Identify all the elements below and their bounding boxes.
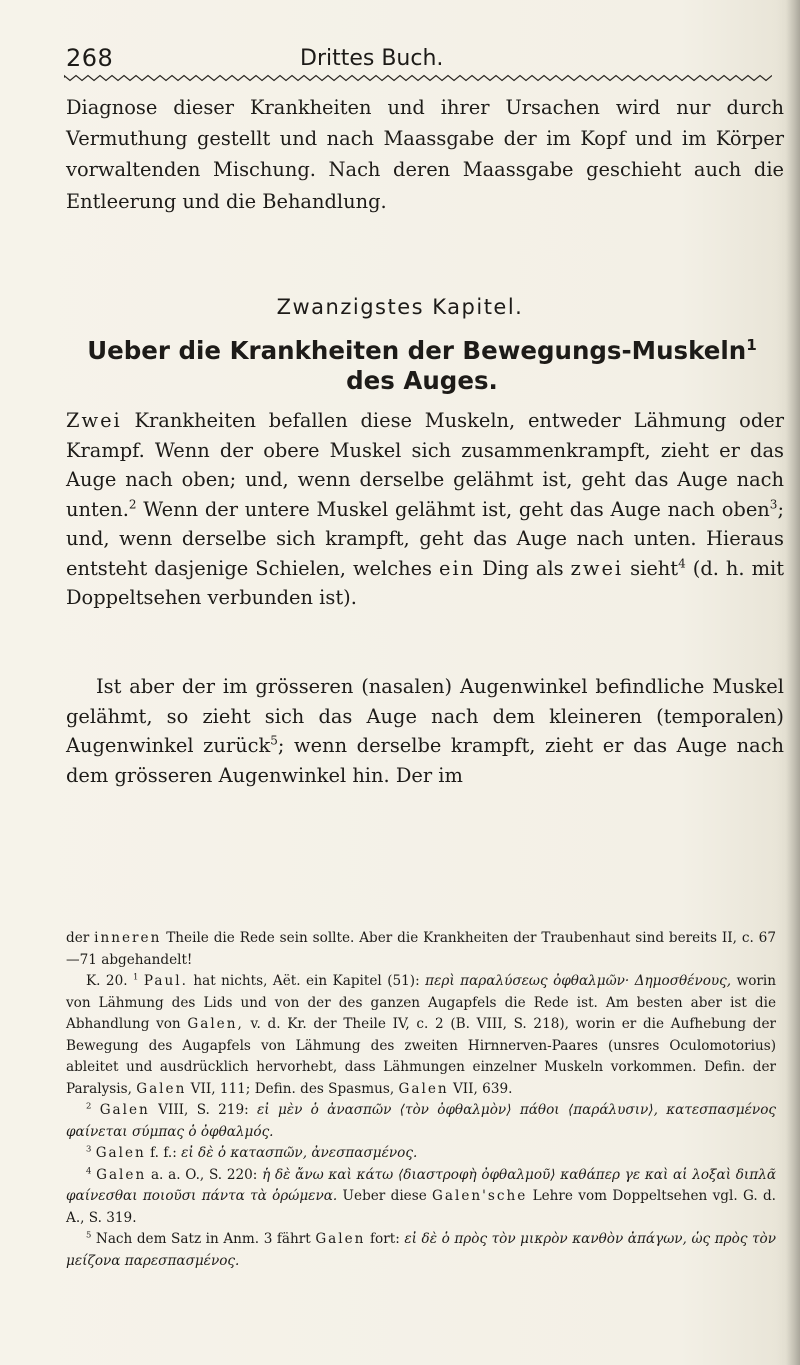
page-number: 268 <box>66 44 114 72</box>
greek-quote: ἡ δὲ ἄνω καὶ κάτω ⟨διαστροφὴ ὀφθαλμοῦ⟩ καθάπερ γε καὶ αἱ λοξαὶ διπλᾶ φαίνεσθαι ποιοῦσι πάντα τὰ ὁρώμενα. <box>66 1166 776 1204</box>
text-run: Ding als <box>475 556 571 580</box>
footnote-ref-4: 4 <box>678 556 686 571</box>
text-run: hat nichts, Aët. ein Kapitel (51): <box>187 973 426 989</box>
footnote-number: 2 <box>86 1100 92 1111</box>
intro-paragraph: Diagnose dieser Krankheiten und ihrer Ursachen wird nur durch Vermuthung gestellt und nach Maassgabe der im Kopf und im Körper vorwaltenden Mischung. Nach deren Maassgabe geschieht auch die Entleerung und die Behandlung. <box>66 96 784 213</box>
author-name: Galen <box>398 1080 449 1097</box>
author-name: Galen <box>136 1080 187 1097</box>
footnote-ref-1: 1 <box>746 335 757 354</box>
greek-quote: εἰ μὲν ὁ ἀνασπῶν ⟨τὸν ὀφθαλμὸν⟩ πάθοι ⟨παράλυσιν⟩, κατεσπασμένος φαίνεται σύμπας ὁ ὀφθαλμός. <box>66 1102 776 1140</box>
author-name: Paul. <box>143 973 188 989</box>
text-run: Lehre vom Doppeltsehen vgl. G. d. A., S. 319. <box>66 1188 776 1226</box>
spaced-word: zwei <box>570 556 624 580</box>
text-run: v. d. Kr. der Theile IV, c. 2 (B. VIII, S. 218), worin er die Aufhebung der Bewegung des Augapfels von Lähmung des zweiten Hirnnerven-Paares (unsres Oculomotorius) ableitet und ausdrücklich hervorhebt, dass Lähmungen einzelner Muskeln vorkommen. Defin. der Paralysis, <box>66 1016 776 1097</box>
page-binding-shadow <box>786 0 800 1365</box>
footnote-continuation <box>66 928 776 971</box>
text-run: fort: <box>365 1231 405 1247</box>
chapter-title <box>66 336 778 396</box>
running-head: Drittes Buch. <box>300 46 444 71</box>
body-paragraph-2 <box>66 672 784 790</box>
footnote-number: 1 <box>133 971 139 982</box>
chapter-label: Zwanzigstes Kapitel. <box>276 295 524 319</box>
text-run: Ist aber der im grösseren (nasalen) Augenwinkel befindliche Muskel gelähmt, so zieht sich das Auge nach dem kleineren (temporalen) Augenwinkel zurück <box>66 675 784 757</box>
text-run: VIII, S. 219: <box>149 1102 257 1118</box>
footnote-number: 5 <box>86 1229 92 1240</box>
footnote-number: 4 <box>86 1164 92 1175</box>
footnote-1 <box>66 971 776 1100</box>
body-paragraph-1 <box>66 406 784 613</box>
text-run: VII, 639. <box>448 1080 513 1097</box>
footnote-number: 3 <box>86 1143 92 1154</box>
spaced-word: inneren <box>94 930 162 946</box>
text-run: VII, 111; Defin. des Spasmus, <box>186 1080 399 1097</box>
greek-quote: εἰ δὲ ὁ κατασπῶν, ἀνεσπασμένος. <box>181 1145 418 1161</box>
text-run: Ueber diese <box>337 1188 433 1204</box>
text-run: (d. h. mit Doppeltsehen verbunden ist). <box>66 556 784 609</box>
author-name: Galen <box>99 1102 150 1118</box>
footnotes-section <box>66 928 776 1272</box>
text-run: K. 20. <box>86 973 134 989</box>
author-name: Galen, <box>187 1016 244 1032</box>
text-run: a. a. O., S. 220: <box>146 1166 263 1183</box>
text-run: Nach dem Satz in Anm. 3 fährt <box>91 1231 316 1247</box>
text-run: ; wenn derselbe krampft, zieht er das Auge nach dem grösseren Augenwinkel hin. Der im <box>66 734 784 787</box>
text-run: der <box>66 930 95 946</box>
footnote-3 <box>66 1143 776 1165</box>
footnote-ref-3: 3 <box>769 497 778 512</box>
text-run: sieht <box>623 556 679 580</box>
footnote-ref-2: 2 <box>128 497 137 512</box>
footnote-4 <box>66 1165 776 1230</box>
footnote-2 <box>66 1100 776 1143</box>
greek-quote: εἰ δὲ ὁ πρὸς τὸν μικρὸν κανθὸν ἀπάγων, ὡς πρὸς τὸν μείζονα παρεσπασμένος. <box>66 1231 776 1269</box>
author-name: Galen <box>96 1166 147 1183</box>
spaced-word: Zwei <box>66 409 122 432</box>
text-run: Krankheiten befallen diese Muskeln, entweder Lähmung oder Krampf. Wenn der obere Muskel sich zusammenkrampft, zieht er das Auge nach oben; und, wenn derselbe gelähmt ist, geht das Auge nach unten. <box>66 409 784 521</box>
greek-quote: περὶ παραλύσεως ὀφθαλμῶν· Δημοσθένους, <box>425 973 732 989</box>
author-name: Galen <box>95 1145 146 1161</box>
text-run: ; und, wenn derselbe sich krampft, geht das Auge nach unten. Hieraus entsteht dasjenige Schielen, welches <box>66 497 784 580</box>
chapter-title-line1: Ueber die Krankheiten der Bewegungs-Muskeln <box>87 336 747 365</box>
text-run: Wenn der untere Muskel gelähmt ist, geht das Auge nach oben <box>136 497 770 521</box>
wavy-header-rule <box>64 74 772 82</box>
spaced-word: ein <box>439 556 476 580</box>
author-name: Galen'sche <box>432 1188 528 1204</box>
text-run: f. f.: <box>145 1145 182 1161</box>
text-run: worin von Lähmung des Lids und von der des ganzen Augapfels die Rede ist. Am besten aber ist die Abhandlung von <box>66 973 776 1032</box>
page-header <box>0 44 800 84</box>
author-name: Galen <box>315 1231 366 1247</box>
text-run: Theile die Rede sein sollte. Aber die Krankheiten der Traubenhaut sind bereits II, c. 67—71 abgehandelt! <box>66 930 776 968</box>
footnote-5 <box>66 1229 776 1272</box>
footnote-ref-5: 5 <box>270 733 278 748</box>
chapter-title-line2: des Auges. <box>346 366 498 395</box>
